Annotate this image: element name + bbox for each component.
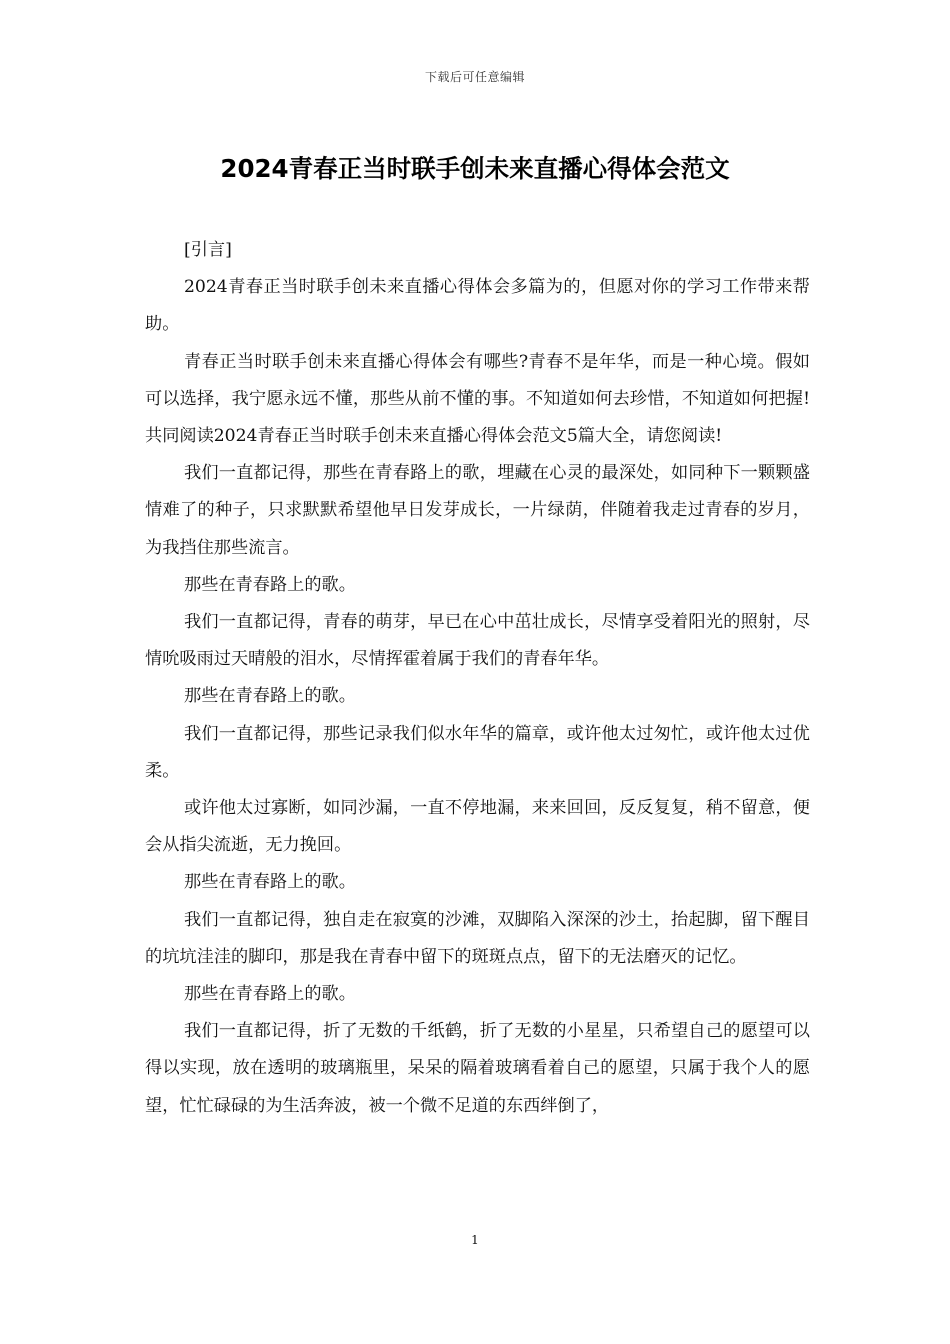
paragraph: 2024青春正当时联手创未来直播心得体会多篇为的，但愿对你的学习工作带来帮助。 [145,277,810,335]
paragraph: 我们一直都记得，折了无数的千纸鹤，折了无数的小星星，只希望自己的愿望可以得以实现，放在透明的玻璃瓶里，呆呆的隔着玻璃看着自己的愿望，只属于我个人的愿望，忙忙碌碌的为生活奔波，被一个微不足道的东西绊倒了， [145,1021,810,1116]
paragraph: 那些在青春路上的歌。 [184,686,356,707]
paragraph: 那些在青春路上的歌。 [184,984,356,1005]
paragraph: 我们一直都记得，青春的萌芽，早已在心中茁壮成长，尽情享受着阳光的照射，尽情吮吸雨过天晴般的泪水，尽情挥霍着属于我们的青春年华。 [145,612,810,670]
header-note: 下载后可任意编辑 [424,70,525,84]
document-body [145,232,810,1125]
paragraph: 我们一直都记得，那些记录我们似水年华的篇章，或许他太过匆忙，或许他太过优柔。 [145,723,810,781]
paragraph: 或许他太过寡断，如同沙漏，一直不停地漏，来来回回，反反复复，稍不留意，便会从指尖流逝，无力挽回。 [145,798,810,856]
page-number: 1 [471,1233,479,1247]
document-title: 2024青春正当时联手创未来直播心得体会范文 [220,154,730,183]
paragraph: [引言] [184,240,232,260]
paragraph: 青春正当时联手创未来直播心得体会有哪些?青春不是年华，而是一种心境。假如可以选择，我宁愿永远不懂，那些从前不懂的事。不知道如何去珍惜，不知道如何把握!共同阅读2024青春正当时联手创未来直播心得体会范文5篇大全，请您阅读! [145,351,810,447]
paragraph: 那些在青春路上的歌。 [184,574,356,595]
paragraph: 那些在青春路上的歌。 [184,872,356,893]
paragraph: 我们一直都记得，独自走在寂寞的沙滩，双脚陷入深深的沙土，抬起脚，留下醒目的坑坑洼洼的脚印，那是我在青春中留下的斑斑点点，留下的无法磨灭的记忆。 [145,909,810,967]
paragraph: 我们一直都记得，那些在青春路上的歌，埋藏在心灵的最深处，如同种下一颗颗盛情难了的种子，只求默默希望他早日发芽成长，一片绿荫，伴随着我走过青春的岁月，为我挡住那些流言。 [145,463,810,558]
